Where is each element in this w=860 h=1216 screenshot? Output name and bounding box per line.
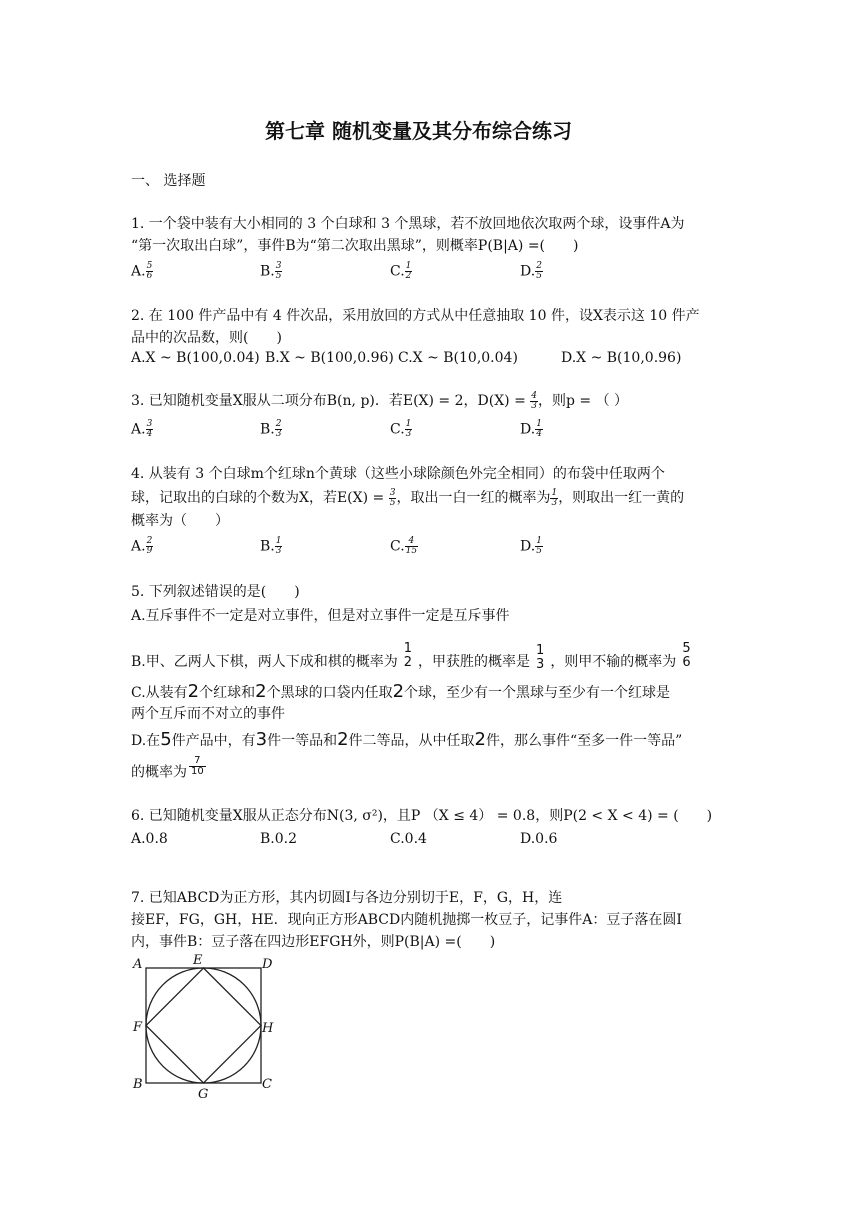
label-h: H: [262, 1021, 274, 1036]
question-4-line-2: 球，记取出的白球的个数为X，若E(X) = $\frac{3}{5}$ ，取出一白一红的概率为 $\frac{1}{3}$ ，则取出一红一黄的: [131, 487, 685, 508]
question-6-option-b: B.0.2: [260, 831, 298, 847]
question-2-option-a: A.X ~ B(100,0.04): [131, 350, 260, 366]
question-7-line-3: 内，事件B：豆子落在四边形EFGH外，则P(B|A) =( ): [131, 934, 496, 950]
question-1-option-a: A. $\frac{5}{6}$: [131, 261, 153, 281]
question-5-option-a: A.互斥事件不一定是对立事件，但是对立事件一定是互斥事件: [131, 608, 510, 624]
label-a: A: [133, 957, 143, 972]
square-circle-figure: [128, 952, 278, 1102]
question-7-line-2: 接EF，FG，GH，HE．现向正方形ABCD内随机抛掷一枚豆子，记事件A：豆子落在圆I: [131, 912, 682, 928]
label-f: F: [133, 1020, 143, 1035]
question-5-option-d-line-2: 的概率为 $\frac{7}{10}$: [131, 755, 204, 781]
question-2-line-2: 品中的次品数，则( ): [131, 330, 282, 346]
question-3-option-b: B. $\frac{2}{3}$: [260, 419, 282, 439]
question-1-option-c: C. $\frac{1}{2}$: [390, 261, 412, 281]
question-2-line-1: 2. 在 100 件产品中有 4 件次品，采用放回的方式从中任意抽取 10 件，设X表示这 10 件产: [131, 308, 700, 324]
question-5-option-b: B.甲、乙两人下棋，两人下成和棋的概率为 1 2 ，甲获胜的概率是 1 3 ，则甲不输的概率为 5 6: [131, 641, 691, 672]
question-2-option-b: B.X ~ B(100,0.96): [265, 350, 394, 366]
question-1-line-1: 1. 一个袋中装有大小相同的 3 个白球和 3 个黑球，若不放回地依次取两个球，设事件A为: [131, 216, 685, 232]
section-heading: 一、 选择题: [131, 173, 206, 189]
question-4-option-a: A. $\frac{2}{9}$: [131, 536, 153, 556]
question-4-line-1: 4. 从装有 3 个白球m个红球n个黄球（这些小球除颜色外完全相同）的布袋中任取两个: [131, 466, 665, 482]
label-c: C: [262, 1077, 272, 1092]
question-7-line-1: 7. 已知ABCD为正方形，其内切圆I与各边分别切于E，F，G，H，连: [131, 890, 563, 906]
question-4-option-b: B. $\frac{1}{3}$: [260, 536, 282, 556]
question-6-option-d: D.0.6: [520, 831, 558, 847]
question-1-option-d: D. $\frac{2}{5}$: [520, 261, 542, 281]
page-title: 第七章 随机变量及其分布综合练习: [265, 119, 572, 143]
question-3-option-d: D. $\frac{1}{4}$: [520, 419, 542, 439]
question-5-line-1: 5. 下列叙述错误的是( ): [131, 584, 300, 600]
label-d: D: [262, 957, 273, 972]
question-5-option-d-line-1: D.在5件产品中，有3件一等品和2件二等品，从中任取2件，那么事件“至多一件一等品”: [131, 729, 683, 750]
question-3-option-a: A. $\frac{3}{4}$: [131, 419, 153, 439]
question-2-option-c: C.X ~ B(10,0.04): [398, 350, 518, 366]
question-5-option-c-line-2: 两个互斥而不对立的事件: [131, 706, 285, 722]
question-4-option-c: C. $\frac{4}{15}$: [390, 536, 418, 556]
inscribed-circle: [146, 968, 261, 1083]
question-1-line-2: “第一次取出白球”，事件B为“第二次取出黑球”，则概率P(B|A) =( ): [131, 238, 579, 254]
question-3-option-c: C. $\frac{1}{3}$: [390, 419, 412, 439]
label-g: G: [198, 1087, 209, 1102]
label-b: B: [133, 1077, 143, 1092]
question-6-option-a: A.0.8: [131, 831, 168, 847]
question-2-option-d: D.X ~ B(10,0.96): [561, 350, 682, 366]
question-6-line-1: 6. 已知随机变量X服从正态分布N(3, σ²)，且P （X ≤ 4） = 0.8，则P(2 < X < 4) = ( ): [131, 808, 713, 824]
question-3-line-1: 3. 已知随机变量X服从二项分布B(n, p)．若E(X) = 2，D(X) = $\frac{4}{3}$ ，则p = （ ）: [131, 390, 629, 411]
question-4-option-d: D. $\frac{1}{5}$: [520, 536, 542, 556]
question-5-option-c-line-1: C.从装有2个红球和2个黑球的口袋内任取2个球，至少有一个黑球与至少有一个红球是: [131, 681, 671, 702]
question-1-option-b: B. $\frac{3}{5}$: [260, 261, 282, 281]
label-e: E: [193, 953, 203, 968]
question-6-option-c: C.0.4: [390, 831, 427, 847]
question-4-line-3: 概率为（ ）: [131, 513, 229, 529]
